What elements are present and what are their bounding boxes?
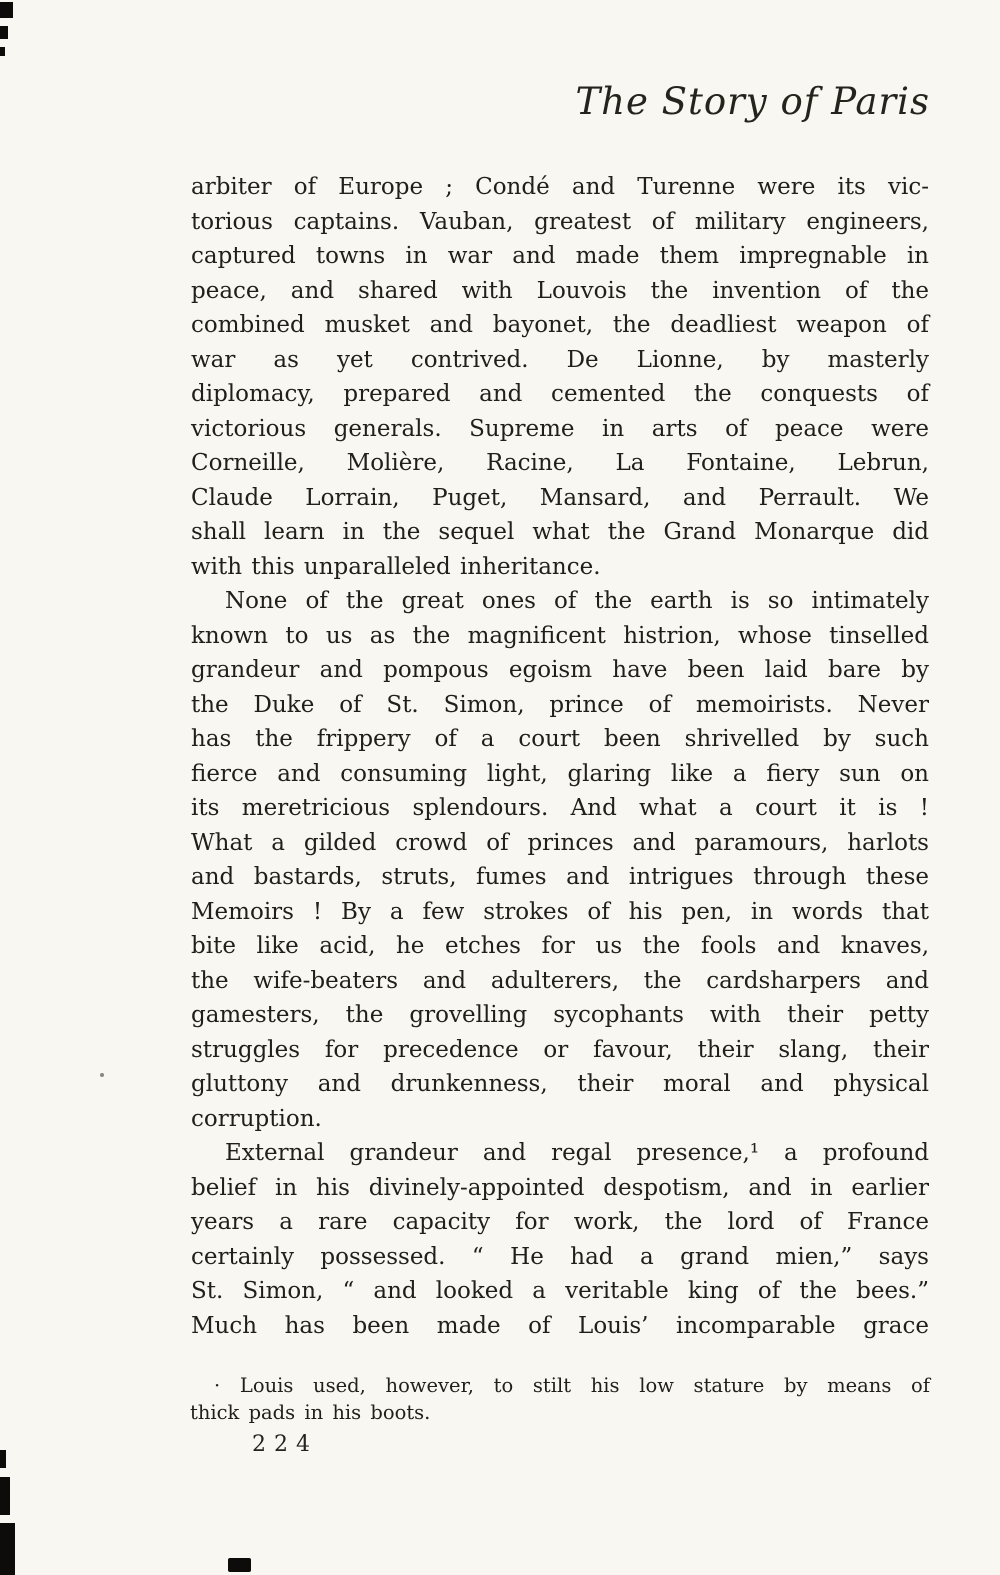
- body-line: known to us as the magnificent histrion, whose tinselled: [191, 622, 929, 649]
- body-line: What a gilded crowd of princes and paramours, harlots: [191, 829, 929, 856]
- footnote-line: · Louis used, however, to stilt his low stature by means of: [214, 1374, 930, 1397]
- body-line: diplomacy, prepared and cemented the conquests of: [191, 381, 929, 407]
- body-line: with this unparalleled inheritance.: [191, 553, 601, 580]
- body-line: fierce and consuming light, glaring like a fiery sun on: [191, 760, 929, 787]
- body-line: gamesters, the grovelling sycophants with their petty: [191, 1002, 929, 1028]
- scan-artifact: [0, 26, 8, 39]
- paragraph: [191, 584, 929, 1136]
- scan-artifact: [0, 2, 13, 18]
- body-line: struggles for precedence or favour, their slang, their: [191, 1036, 929, 1063]
- body-line: the Duke of St. Simon, prince of memoirists. Never: [191, 691, 929, 718]
- scan-artifact: [0, 1477, 10, 1515]
- scan-artifact: [0, 1450, 6, 1468]
- body-line: the wife-beaters and adulterers, the cardsharpers and: [191, 967, 929, 994]
- body-line: its meretricious splendours. And what a court it is !: [191, 795, 929, 821]
- body-line: certainly possessed. “ He had a grand mien,” says: [191, 1243, 929, 1270]
- body-line: Much has been made of Louis’ incomparable grace: [191, 1312, 929, 1339]
- page-header: The Story of Paris: [575, 80, 930, 123]
- page-number: 224: [252, 1432, 318, 1457]
- body-line: belief in his divinely-appointed despotism, and in earlier: [191, 1174, 929, 1201]
- paragraph: [191, 170, 929, 584]
- body-line: shall learn in the sequel what the Grand Monarque did: [191, 519, 929, 545]
- body-line: and bastards, struts, fumes and intrigues through these: [191, 864, 929, 890]
- body-line: torious captains. Vauban, greatest of military engineers,: [191, 208, 929, 235]
- paragraph: [191, 1136, 929, 1343]
- body-line: war as yet contrived. De Lionne, by masterly: [191, 346, 929, 373]
- footnote-line: thick pads in his boots.: [190, 1401, 431, 1424]
- body-line: Corneille, Molière, Racine, La Fontaine, Lebrun,: [191, 450, 929, 476]
- body-line: grandeur and pompous egoism have been laid bare by: [191, 657, 929, 683]
- body-line: has the frippery of a court been shrivelled by such: [191, 726, 929, 752]
- body-line: bite like acid, he etches for us the fools and knaves,: [191, 933, 929, 959]
- scan-artifact: [228, 1558, 251, 1572]
- body-line: years a rare capacity for work, the lord of France: [191, 1209, 929, 1235]
- footnote: [190, 1372, 930, 1426]
- body-line: corruption.: [191, 1105, 322, 1132]
- page-body: [191, 170, 929, 1343]
- body-line: St. Simon, “ and looked a veritable king of the bees.”: [191, 1278, 929, 1304]
- body-line: gluttony and drunkenness, their moral and physical: [191, 1071, 929, 1097]
- body-line: captured towns in war and made them impregnable in: [191, 243, 929, 269]
- scan-artifact: [0, 1523, 15, 1575]
- body-line: arbiter of Europe ; Condé and Turenne were its vic-: [191, 174, 929, 200]
- body-line: peace, and shared with Louvois the invention of the: [191, 277, 929, 304]
- body-line: combined musket and bayonet, the deadliest weapon of: [191, 312, 929, 338]
- scan-artifact: [100, 1073, 104, 1077]
- body-line: Claude Lorrain, Puget, Mansard, and Perrault. We: [191, 484, 929, 511]
- scan-artifact: [0, 47, 5, 56]
- body-line: External grandeur and regal presence,¹ a profound: [225, 1140, 929, 1166]
- body-line: Memoirs ! By a few strokes of his pen, in words that: [191, 898, 929, 925]
- body-line: None of the great ones of the earth is so intimately: [225, 588, 929, 614]
- body-line: victorious generals. Supreme in arts of peace were: [191, 415, 929, 442]
